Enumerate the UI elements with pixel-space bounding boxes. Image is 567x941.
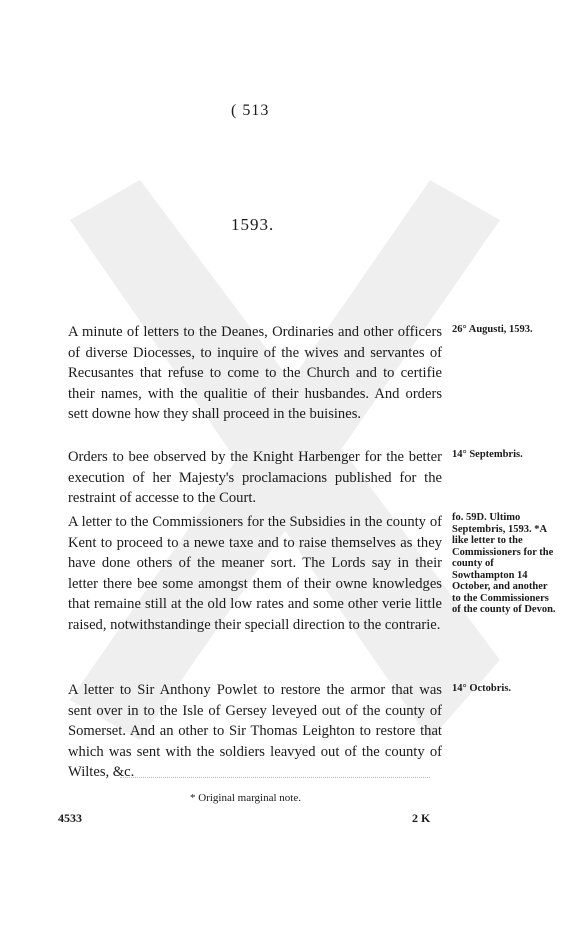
gathering-mark: 2 K <box>412 811 431 825</box>
marginal-note: 26° Augusti, 1593. <box>452 324 533 335</box>
entry-text: A letter to Sir Anthony Powlet to restore the armor that was sent over in to the Isle of Gersey leveyed out of the county of Somerset. And an other to Sir Thomas Leighton to restore that which was sent with the soldiers leavyed out of the county of Wiltes, &c. <box>68 682 442 781</box>
signature-mark: 4533 <box>58 811 82 825</box>
marginal-note: 14° Septembris. <box>452 449 523 460</box>
marginal-note: fo. 59D. Ultimo Septembris, 1593. *A like letter to the Commissioners for the county of Sowthampton 14 October, and another to the Commissioners of the county of Devon. <box>452 512 556 615</box>
footnote: * Original marginal note. <box>190 792 301 804</box>
entry-text: Orders to bee observed by the Knight Harbenger for the better execution of her Majesty's proclamacions published for the restraint of accesse to the Court. <box>68 449 442 507</box>
year-heading: 1593. <box>231 215 275 234</box>
entry-text: A minute of letters to the Deanes, Ordinaries and other officers of diverse Diocesses, to inquire of the wives and servantes of Recusantes that refuse to come to the Church and to certifie their names, with the qualitie of their husbandes. And orders sett downe how they shall proceed in the buisines. <box>68 324 442 423</box>
marginal-note: 14° Octobris. <box>452 683 512 694</box>
page-number: ( 513 <box>231 102 270 119</box>
separator-rule <box>120 777 430 778</box>
entry-text: A letter to the Commissioners for the Subsidies in the county of Kent to proceed to a newe taxe and to raise themselves as they have done others of the meaner sort. The Lords say in their letter there bee some amongst them of their owne knowledges that remaine still at the old low rates and some other verie little raised, notwithstandinge their speciall direction to the contrarie. <box>68 514 442 633</box>
